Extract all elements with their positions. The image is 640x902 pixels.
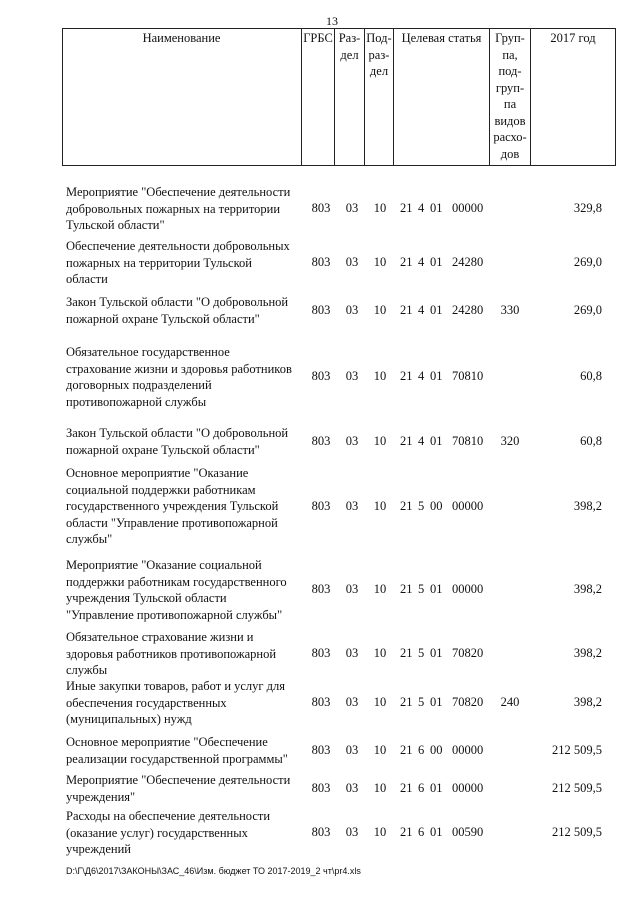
sum-2017-cell: 269,0	[573, 303, 602, 317]
sum-2017-cell: 212 509,5	[552, 825, 602, 839]
celevaya-statya-cell	[400, 780, 488, 797]
sum-2017-cell: 269,0	[573, 255, 602, 269]
row-name: Закон Тульской области "О добровольной пожарной охране Тульской области"	[66, 426, 289, 457]
sum-2017-cell: 329,8	[573, 201, 602, 215]
celevaya-statya-cell	[400, 645, 488, 662]
podrazdel-cell: 10	[373, 825, 387, 839]
podrazdel-cell: 10	[373, 499, 387, 513]
celevaya-statya-part: 4	[418, 255, 425, 269]
celevaya-statya-part: 5	[418, 646, 425, 660]
grbs-cell: 803	[311, 201, 331, 215]
celevaya-statya-part: 01	[430, 303, 443, 317]
celevaya-statya-part: 01	[430, 201, 443, 215]
grbs-cell: 803	[311, 303, 331, 317]
grbs-cell: 803	[311, 434, 331, 448]
celevaya-statya-part: 00000	[452, 781, 484, 795]
celevaya-statya-part: 01	[430, 369, 443, 383]
header-name: Наименование	[142, 31, 221, 45]
razdel-cell: 03	[345, 201, 359, 215]
celevaya-statya-cell	[400, 694, 488, 711]
celevaya-statya-part: 00000	[452, 201, 484, 215]
razdel-cell: 03	[345, 695, 359, 709]
razdel-cell: 03	[345, 825, 359, 839]
celevaya-statya-cell	[400, 498, 488, 515]
celevaya-statya-part: 21	[400, 825, 413, 839]
vid-rashodov-cell: 240	[500, 695, 520, 709]
header-podrazdel: Под- раз- дел	[366, 31, 392, 78]
vid-rashodov-cell: 330	[500, 303, 520, 317]
row-name: Основное мероприятие "Оказание социальной поддержки работникам государственного учреждения Тульской области "Управление противопожарной службы"	[66, 466, 279, 546]
celevaya-statya-part: 21	[400, 303, 413, 317]
celevaya-statya-cell	[400, 742, 488, 759]
razdel-cell: 03	[345, 582, 359, 596]
celevaya-statya-part: 21	[400, 369, 413, 383]
razdel-cell: 03	[345, 369, 359, 383]
header-vid-rashodov: Груп- па, под- груп- па видов расхо- дов	[493, 31, 527, 161]
row-name: Обеспечение деятельности добровольных пожарных на территории Тульской области	[66, 239, 290, 286]
header-year: 2017 год	[550, 31, 596, 45]
podrazdel-cell: 10	[373, 695, 387, 709]
celevaya-statya-part: 4	[418, 434, 425, 448]
celevaya-statya-part: 21	[400, 499, 413, 513]
celevaya-statya-part: 4	[418, 201, 425, 215]
podrazdel-cell: 10	[373, 646, 387, 660]
celevaya-statya-part: 01	[430, 255, 443, 269]
razdel-cell: 03	[345, 255, 359, 269]
celevaya-statya-cell	[400, 581, 488, 598]
grbs-cell: 803	[311, 499, 331, 513]
razdel-cell: 03	[345, 781, 359, 795]
grbs-cell: 803	[311, 582, 331, 596]
celevaya-statya-part: 01	[430, 434, 443, 448]
grbs-cell: 803	[311, 781, 331, 795]
celevaya-statya-cell	[400, 433, 488, 450]
vid-rashodov-cell: 320	[500, 434, 520, 448]
grbs-cell: 803	[311, 255, 331, 269]
sum-2017-cell: 212 509,5	[552, 743, 602, 757]
table-header	[62, 28, 616, 166]
celevaya-statya-part: 01	[430, 646, 443, 660]
celevaya-statya-part: 21	[400, 434, 413, 448]
razdel-cell: 03	[345, 646, 359, 660]
celevaya-statya-part: 21	[400, 743, 413, 757]
page-number: 13	[326, 14, 338, 28]
sum-2017-cell: 212 509,5	[552, 781, 602, 795]
podrazdel-cell: 10	[373, 743, 387, 757]
celevaya-statya-part: 21	[400, 582, 413, 596]
header-celevaya-statya: Целевая статья	[401, 31, 482, 45]
sum-2017-cell: 60,8	[580, 434, 602, 448]
row-name: Основное мероприятие "Обеспечение реализации государственной программы"	[66, 735, 288, 766]
row-name: Мероприятие "Обеспечение деятельности добровольных пожарных на территории Тульской области"	[66, 185, 291, 232]
celevaya-statya-part: 6	[418, 781, 425, 795]
celevaya-statya-part: 00	[430, 499, 443, 513]
celevaya-statya-part: 01	[430, 781, 443, 795]
celevaya-statya-part: 4	[418, 303, 425, 317]
celevaya-statya-part: 21	[400, 781, 413, 795]
celevaya-statya-part: 70820	[452, 695, 484, 709]
celevaya-statya-cell	[400, 254, 488, 271]
celevaya-statya-part: 21	[400, 255, 413, 269]
celevaya-statya-part: 01	[430, 825, 443, 839]
podrazdel-cell: 10	[373, 255, 387, 269]
celevaya-statya-part: 4	[418, 369, 425, 383]
razdel-cell: 03	[345, 499, 359, 513]
grbs-cell: 803	[311, 695, 331, 709]
celevaya-statya-cell	[400, 824, 488, 841]
sum-2017-cell: 398,2	[573, 646, 602, 660]
file-path-footer: D:\Г\Д6\2017\ЗАКОНЫ\ЗАС_46\Изм. бюджет ТО 2017-2019_2 чт\pr4.xls	[66, 866, 361, 876]
celevaya-statya-part: 00000	[452, 582, 484, 596]
celevaya-statya-part: 01	[430, 582, 443, 596]
celevaya-statya-part: 5	[418, 499, 425, 513]
celevaya-statya-cell	[400, 302, 488, 319]
row-name: Мероприятие "Оказание социальной поддержки работникам государственного учреждения Тульской области "Управление противопожарной службы"	[66, 558, 287, 622]
row-name: Иные закупки товаров, работ и услуг для обеспечения государственных (муниципальных) нужд	[66, 679, 286, 726]
celevaya-statya-part: 00000	[452, 743, 484, 757]
grbs-cell: 803	[311, 825, 331, 839]
row-name: Мероприятие "Обеспечение деятельности учреждения"	[66, 773, 291, 804]
celevaya-statya-part: 6	[418, 825, 425, 839]
celevaya-statya-part: 00590	[452, 825, 484, 839]
celevaya-statya-part: 21	[400, 201, 413, 215]
razdel-cell: 03	[345, 303, 359, 317]
header-razdel: Раз- дел	[338, 31, 361, 62]
celevaya-statya-part: 24280	[452, 255, 484, 269]
sum-2017-cell: 60,8	[580, 369, 602, 383]
celevaya-statya-part: 21	[400, 695, 413, 709]
celevaya-statya-cell	[400, 200, 488, 217]
razdel-cell: 03	[345, 743, 359, 757]
sum-2017-cell: 398,2	[573, 582, 602, 596]
podrazdel-cell: 10	[373, 303, 387, 317]
celevaya-statya-part: 6	[418, 743, 425, 757]
celevaya-statya-part: 70810	[452, 369, 484, 383]
podrazdel-cell: 10	[373, 201, 387, 215]
podrazdel-cell: 10	[373, 369, 387, 383]
grbs-cell: 803	[311, 646, 331, 660]
grbs-cell: 803	[311, 369, 331, 383]
celevaya-statya-part: 5	[418, 582, 425, 596]
row-name: Обязательное страхование жизни и здоровья работников противопожарной службы	[66, 630, 277, 677]
podrazdel-cell: 10	[373, 434, 387, 448]
header-grbs: ГРБС	[303, 31, 333, 45]
celevaya-statya-part: 24280	[452, 303, 484, 317]
celevaya-statya-part: 00000	[452, 499, 484, 513]
celevaya-statya-part: 01	[430, 695, 443, 709]
sum-2017-cell: 398,2	[573, 499, 602, 513]
row-name: Обязательное государственное страхование жизни и здоровья работников договорных подразделений противопожарной службы	[66, 345, 292, 409]
celevaya-statya-part: 00	[430, 743, 443, 757]
sum-2017-cell: 398,2	[573, 695, 602, 709]
celevaya-statya-part: 70820	[452, 646, 484, 660]
celevaya-statya-cell	[400, 368, 488, 385]
celevaya-statya-part: 70810	[452, 434, 484, 448]
grbs-cell: 803	[311, 743, 331, 757]
podrazdel-cell: 10	[373, 781, 387, 795]
razdel-cell: 03	[345, 434, 359, 448]
celevaya-statya-part: 5	[418, 695, 425, 709]
row-name: Расходы на обеспечение деятельности (оказание услуг) государственных учреждений	[66, 809, 271, 856]
podrazdel-cell: 10	[373, 582, 387, 596]
celevaya-statya-part: 21	[400, 646, 413, 660]
row-name: Закон Тульской области "О добровольной пожарной охране Тульской области"	[66, 295, 289, 326]
